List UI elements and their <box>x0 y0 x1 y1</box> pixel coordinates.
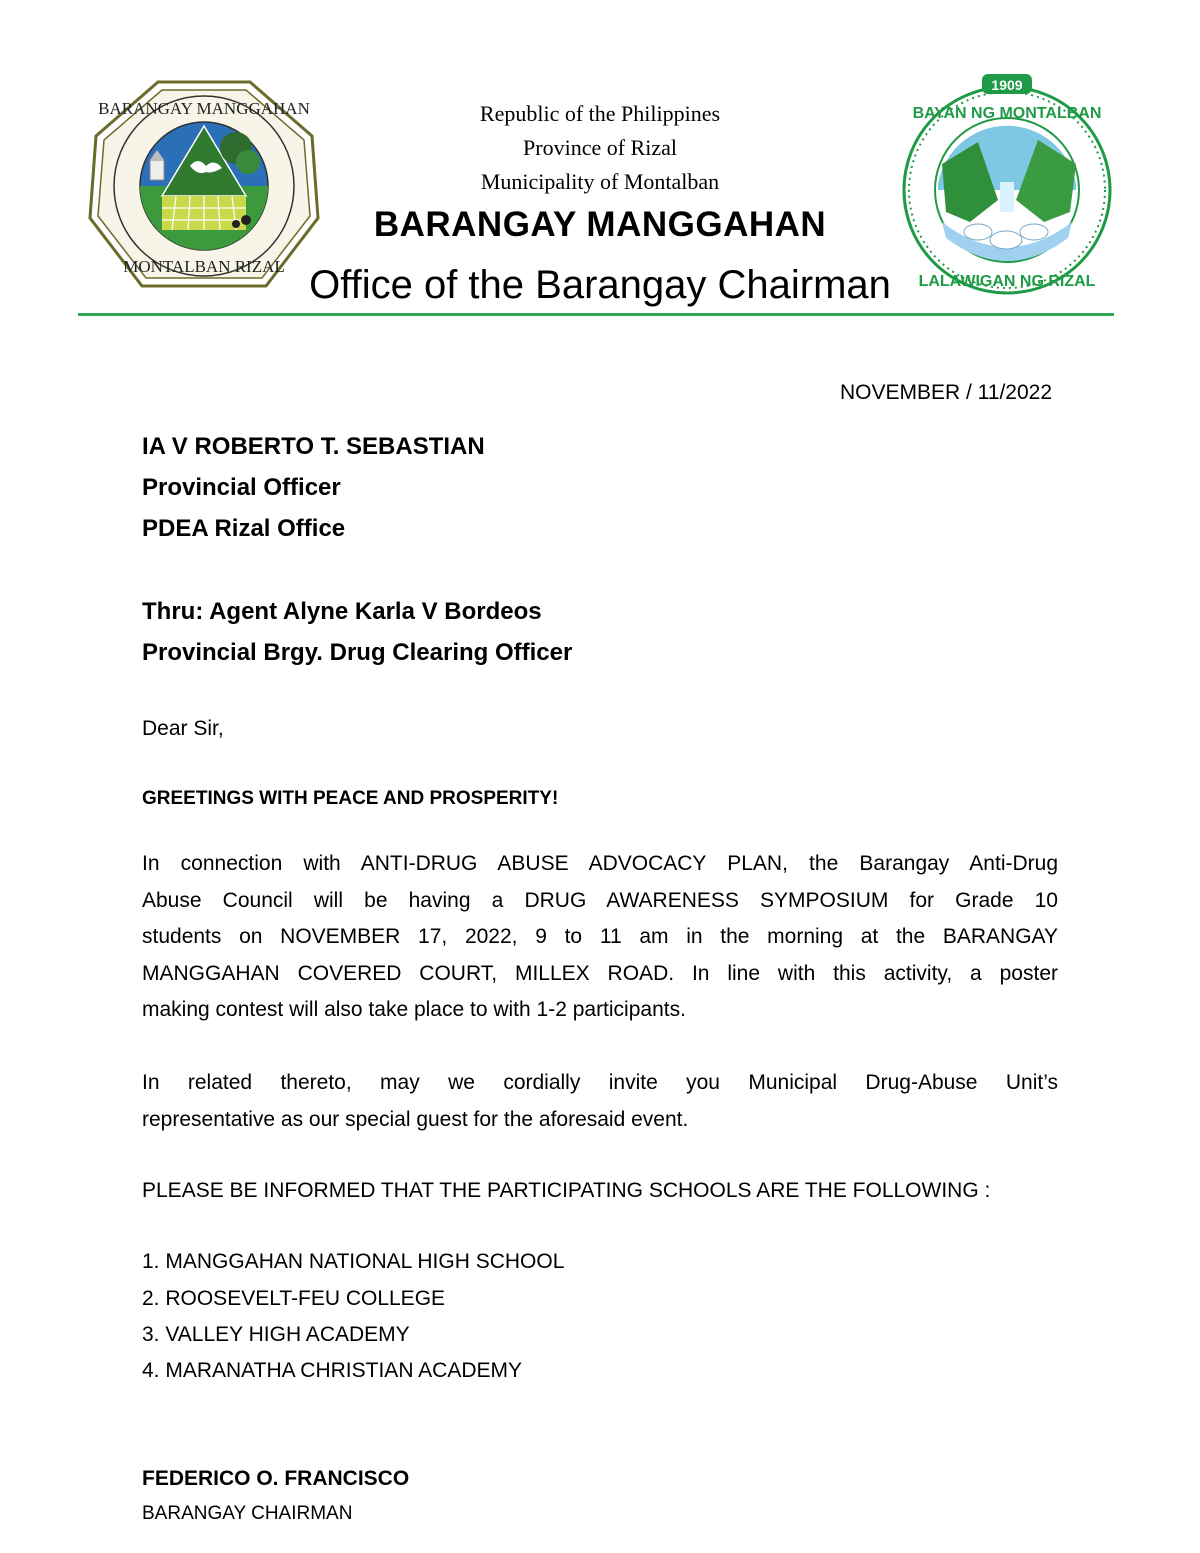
paragraph-line: students on NOVEMBER 17, 2022, 9 to 11 am in the morning at the BARANGAY <box>142 925 1058 948</box>
thru-title: Provincial Brgy. Drug Clearing Officer <box>142 639 573 666</box>
right-seal-top-text: BAYAN NG MONTALBAN <box>912 105 1102 122</box>
paragraph-line: MANGGAHAN COVERED COURT, MILLEX ROAD. In line with this activity, a poster <box>142 961 1058 985</box>
school-list-item: 1. MANGGAHAN NATIONAL HIGH SCHOOL <box>142 1250 565 1273</box>
right-seal-bottom-text: LALAWIGAN NG RIZAL <box>918 273 1096 290</box>
thru-line: Thru: Agent Alyne Karla V Bordeos <box>142 598 542 625</box>
school-list-item: 4. MARANATHA CHRISTIAN ACADEMY <box>142 1359 523 1382</box>
body-paragraph-1 <box>142 846 1058 1029</box>
signatory-name: FEDERICO O. FRANCISCO <box>142 1467 410 1490</box>
paragraph-line: making contest will also take place to with 1-2 participants. <box>142 998 686 1021</box>
recipient-name: IA V ROBERTO T. SEBASTIAN <box>142 433 485 460</box>
salutation: Dear Sir, <box>142 717 224 740</box>
body-paragraph-2 <box>142 1065 1058 1138</box>
school-list-item: 3. VALLEY HIGH ACADEMY <box>142 1323 410 1346</box>
left-seal-top-text: BARANGAY MANGGAHAN <box>98 99 310 118</box>
letterhead-republic: Republic of the Philippines <box>479 101 721 126</box>
paragraph-line: In connection with ANTI-DRUG ABUSE ADVOCACY PLAN, the Barangay Anti-Drug <box>142 852 1058 875</box>
right-seal-year: 1909 <box>991 77 1023 93</box>
left-seal-bottom-text: MONTALBAN RIZAL <box>123 257 285 276</box>
paragraph-line: Abuse Council will be having a DRUG AWARENESS SYMPOSIUM for Grade 10 <box>142 888 1058 912</box>
letterhead-province: Province of Rizal <box>523 135 677 160</box>
letterhead-divider <box>78 313 1114 316</box>
letterhead-office: Office of the Barangay Chairman <box>309 263 891 307</box>
recipient-office: PDEA Rizal Office <box>142 515 346 542</box>
schools-intro: PLEASE BE INFORMED THAT THE PARTICIPATING SCHOOLS ARE THE FOLLOWING : <box>142 1179 991 1202</box>
paragraph-line: representative as our special guest for the aforesaid event. <box>142 1107 689 1131</box>
paragraph-line: In related thereto, may we cordially invite you Municipal Drug-Abuse Unit’s <box>142 1071 1058 1094</box>
recipient-title: Provincial Officer <box>142 474 341 501</box>
letterhead-barangay: BARANGAY MANGGAHAN <box>373 205 827 244</box>
letter-date: NOVEMBER / 11/2022 <box>839 381 1052 404</box>
letterhead-municipality: Municipality of Montalban <box>480 169 720 194</box>
greeting: GREETINGS WITH PEACE AND PROSPERITY! <box>142 788 559 809</box>
school-list-item: 2. ROOSEVELT-FEU COLLEGE <box>142 1287 446 1310</box>
signatory-title: BARANGAY CHAIRMAN <box>142 1503 353 1524</box>
